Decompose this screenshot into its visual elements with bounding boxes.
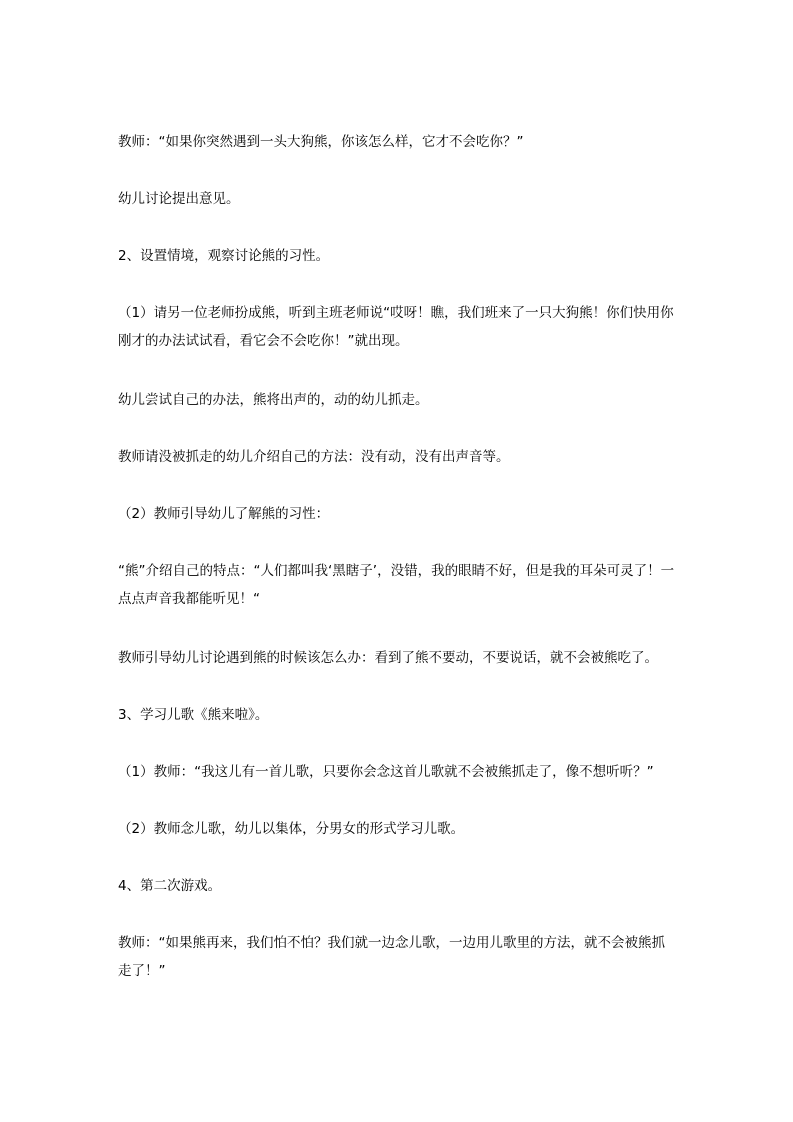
paragraph-step-2-habits: （2）教师引导幼儿了解熊的习性： (118, 506, 330, 522)
paragraph-teacher-question: 教师：“如果你突然遇到一头大狗熊，你该怎么样，它才不会吃你？” (118, 134, 524, 150)
paragraph-teacher-final: 教师：“如果熊再来，我们怕不怕？我们就一边念儿歌，一边用儿歌里的方法，就不会被熊抓走了！” (118, 935, 665, 979)
paragraph-bear-introduction: “熊”介绍自己的特点：“人们都叫我‘黑瞎子’，没错，我的眼睛不好，但是我的耳朵可灵了！一点点声音我都能听见！“ (118, 563, 675, 607)
paragraph-children-try: 幼儿尝试自己的办法，熊将出声的，动的幼儿抓走。 (118, 392, 429, 408)
paragraph-step-2-song: （2）教师念儿歌，幼儿以集体，分男女的形式学习儿歌。 (118, 821, 465, 837)
paragraph-section-2-heading: 2、设置情境，观察讨论熊的习性。 (118, 248, 330, 264)
paragraph-children-discuss: 幼儿讨论提出意见。 (118, 191, 240, 207)
paragraph-section-4-heading: 4、第二次游戏。 (118, 878, 222, 894)
paragraph-step-1-bear-role: （1）请另一位老师扮成熊，听到主班老师说“哎呀！瞧，我们班来了一只大狗熊！你们快用你刚才的办法试试看，看它会不会吃你！”就出现。 (118, 305, 674, 349)
paragraph-step-1-song: （1）教师：“我这儿有一首儿歌，只要你会念这首儿歌就不会被熊抓走了，像不想听听？” (118, 764, 654, 780)
paragraph-teacher-guides-discussion: 教师引导幼儿讨论遇到熊的时候该怎么办：看到了熊不要动，不要说话，就不会被熊吃了。 (118, 650, 658, 666)
document-body (118, 128, 678, 1016)
paragraph-teacher-asks-method: 教师请没被抓走的幼儿介绍自己的方法：没有动，没有出声音等。 (118, 449, 510, 465)
paragraph-section-3-heading: 3、学习儿歌《熊来啦》。 (118, 707, 269, 723)
